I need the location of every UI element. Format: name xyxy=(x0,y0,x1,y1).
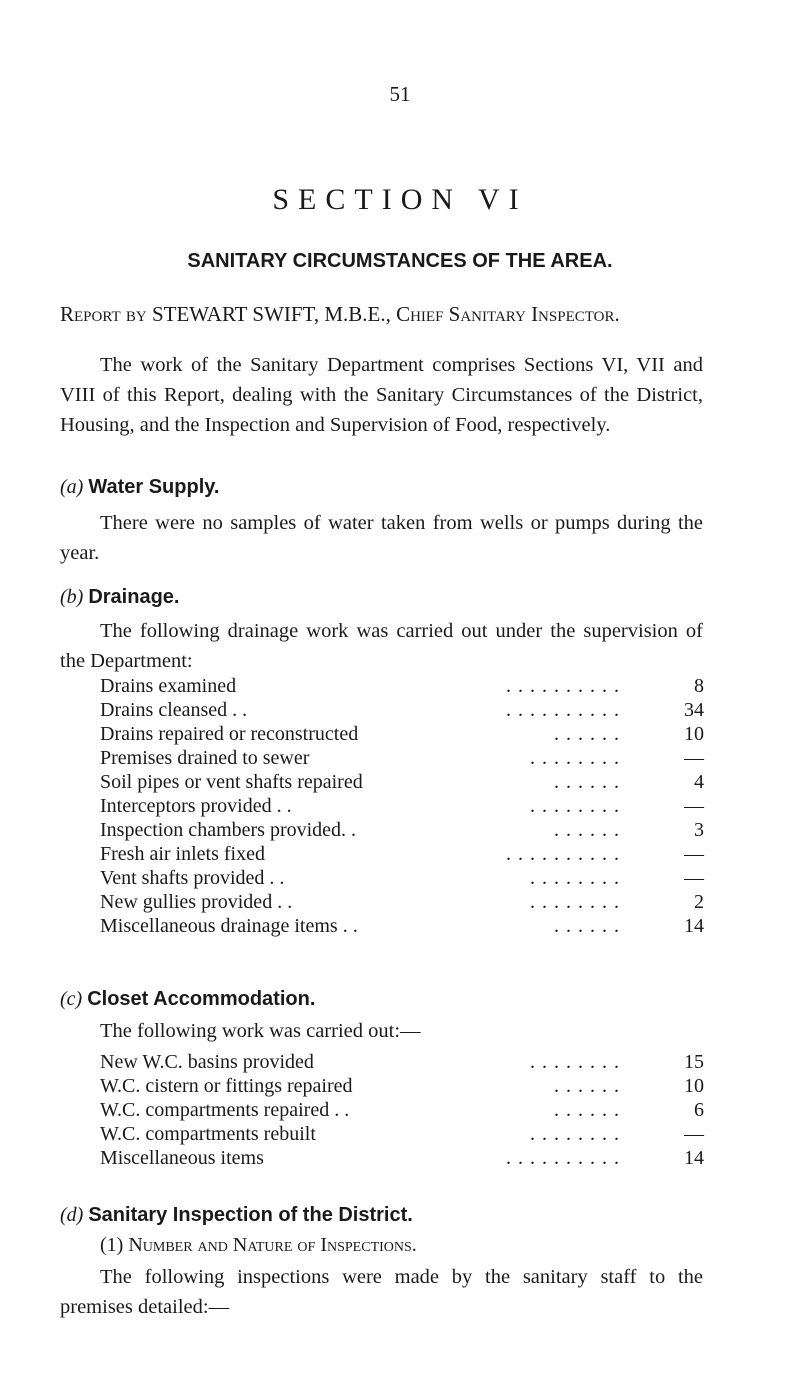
item-value: 10 xyxy=(684,723,704,745)
list-item xyxy=(100,1122,704,1146)
item-value: 14 xyxy=(684,1147,704,1169)
water-supply-letter: (a) xyxy=(60,476,84,498)
item-value: 34 xyxy=(684,699,704,721)
item-value: 8 xyxy=(694,675,704,697)
inspection-paragraph xyxy=(60,1262,703,1322)
item-label: Miscellaneous drainage items . . xyxy=(100,915,358,937)
drainage-text: The following drainage work was carried out under the supervision of the Department: xyxy=(60,620,703,672)
inspection-title: Sanitary Inspection of the District. xyxy=(88,1204,413,1226)
leader-dots: . . . . . . . . . . xyxy=(506,675,620,697)
drainage-paragraph xyxy=(60,616,703,676)
leader-dots: . . . . . . . . xyxy=(530,891,620,913)
item-label: Drains repaired or reconstructed xyxy=(100,723,359,745)
item-label: W.C. compartments rebuilt xyxy=(100,1123,316,1145)
drainage-letter: (b) xyxy=(60,586,84,608)
item-value: 6 xyxy=(694,1099,704,1121)
list-item xyxy=(100,770,704,794)
leader-dots: . . . . . . . . . . xyxy=(506,1147,620,1169)
drainage-heading xyxy=(60,586,179,609)
item-value: — xyxy=(684,843,704,865)
leader-dots: . . . . . . xyxy=(554,819,620,841)
drainage-list xyxy=(100,674,704,938)
item-label: Interceptors provided . . xyxy=(100,795,292,817)
item-label: New W.C. basins provided xyxy=(100,1051,314,1073)
closet-intro: The following work was carried out:— xyxy=(100,1020,421,1042)
section-title: SECTION VI xyxy=(272,183,528,216)
leader-dots: . . . . . . xyxy=(554,771,620,793)
item-label: Drains examined xyxy=(100,675,237,697)
item-label: Drains cleansed . . xyxy=(100,699,248,721)
item-value: 4 xyxy=(694,771,704,793)
list-item xyxy=(100,722,704,746)
water-supply-text: There were no samples of water taken from wells or pumps during the year. xyxy=(60,512,703,564)
list-item xyxy=(100,842,704,866)
item-label: W.C. compartments repaired . . xyxy=(100,1099,350,1121)
leader-dots: . . . . . . . . . . xyxy=(506,699,620,721)
list-item xyxy=(100,674,704,698)
item-value: 2 xyxy=(694,891,704,913)
leader-dots: . . . . . . . . xyxy=(530,867,620,889)
drainage-title: Drainage. xyxy=(88,586,180,608)
item-label: Vent shafts provided . . xyxy=(100,867,285,889)
item-label: Miscellaneous items xyxy=(100,1147,264,1169)
list-item xyxy=(100,794,704,818)
closet-letter: (c) xyxy=(60,988,83,1010)
page-number: 51 xyxy=(389,82,411,106)
list-item xyxy=(100,1074,704,1098)
area-title: SANITARY CIRCUMSTANCES OF THE AREA. xyxy=(187,250,613,272)
item-value: — xyxy=(684,795,704,817)
item-label: W.C. cistern or fittings repaired xyxy=(100,1075,353,1097)
item-value: 14 xyxy=(684,915,704,937)
leader-dots: . . . . . . . . xyxy=(530,1051,620,1073)
list-item xyxy=(100,866,704,890)
closet-list xyxy=(100,1050,704,1170)
water-supply-title: Water Supply. xyxy=(88,476,220,498)
list-item xyxy=(100,890,704,914)
item-label: Fresh air inlets fixed xyxy=(100,843,265,865)
list-item xyxy=(100,914,704,938)
closet-heading xyxy=(60,988,315,1011)
item-label: Soil pipes or vent shafts repaired xyxy=(100,771,363,793)
leader-dots: . . . . . . . . xyxy=(530,795,620,817)
list-item xyxy=(100,818,704,842)
intro-paragraph xyxy=(60,350,703,440)
leader-dots: . . . . . . xyxy=(554,915,620,937)
inspection-subheading: (1) Number and Nature of Inspections. xyxy=(100,1234,417,1256)
intro-text: The work of the Sanitary Department comprises Sections VI, VII and VIII of this Report, dealing with the Sanitary Circumstances of the District, Housing, and the Inspection and Supervision of Food, respectively. xyxy=(60,354,703,436)
item-value: — xyxy=(684,747,704,769)
item-label: Inspection chambers provided. . xyxy=(100,819,357,841)
list-item xyxy=(100,1098,704,1122)
list-item xyxy=(100,1146,704,1170)
leader-dots: . . . . . . xyxy=(554,1075,620,1097)
inspection-text: The following inspections were made by the sanitary staff to the premises detailed:— xyxy=(60,1266,703,1318)
item-value: — xyxy=(684,1123,704,1145)
item-label: New gullies provided . . xyxy=(100,891,293,913)
water-supply-paragraph xyxy=(60,508,703,568)
list-item xyxy=(100,698,704,722)
item-value: 15 xyxy=(684,1051,704,1073)
inspection-heading xyxy=(60,1204,413,1227)
closet-title: Closet Accommodation. xyxy=(87,988,316,1010)
leader-dots: . . . . . . xyxy=(554,1099,620,1121)
water-supply-heading xyxy=(60,476,219,499)
list-item xyxy=(100,1050,704,1074)
item-value: 3 xyxy=(694,819,704,841)
list-item xyxy=(100,746,704,770)
leader-dots: . . . . . . . . xyxy=(530,747,620,769)
leader-dots: . . . . . . . . xyxy=(530,1123,620,1145)
inspection-letter: (d) xyxy=(60,1204,84,1226)
item-value: — xyxy=(684,867,704,889)
item-value: 10 xyxy=(684,1075,704,1097)
leader-dots: . . . . . . xyxy=(554,723,620,745)
item-label: Premises drained to sewer xyxy=(100,747,310,769)
leader-dots: . . . . . . . . . . xyxy=(506,843,620,865)
report-byline: Report by STEWART SWIFT, M.B.E., Chief Sanitary Inspector. xyxy=(60,302,620,326)
